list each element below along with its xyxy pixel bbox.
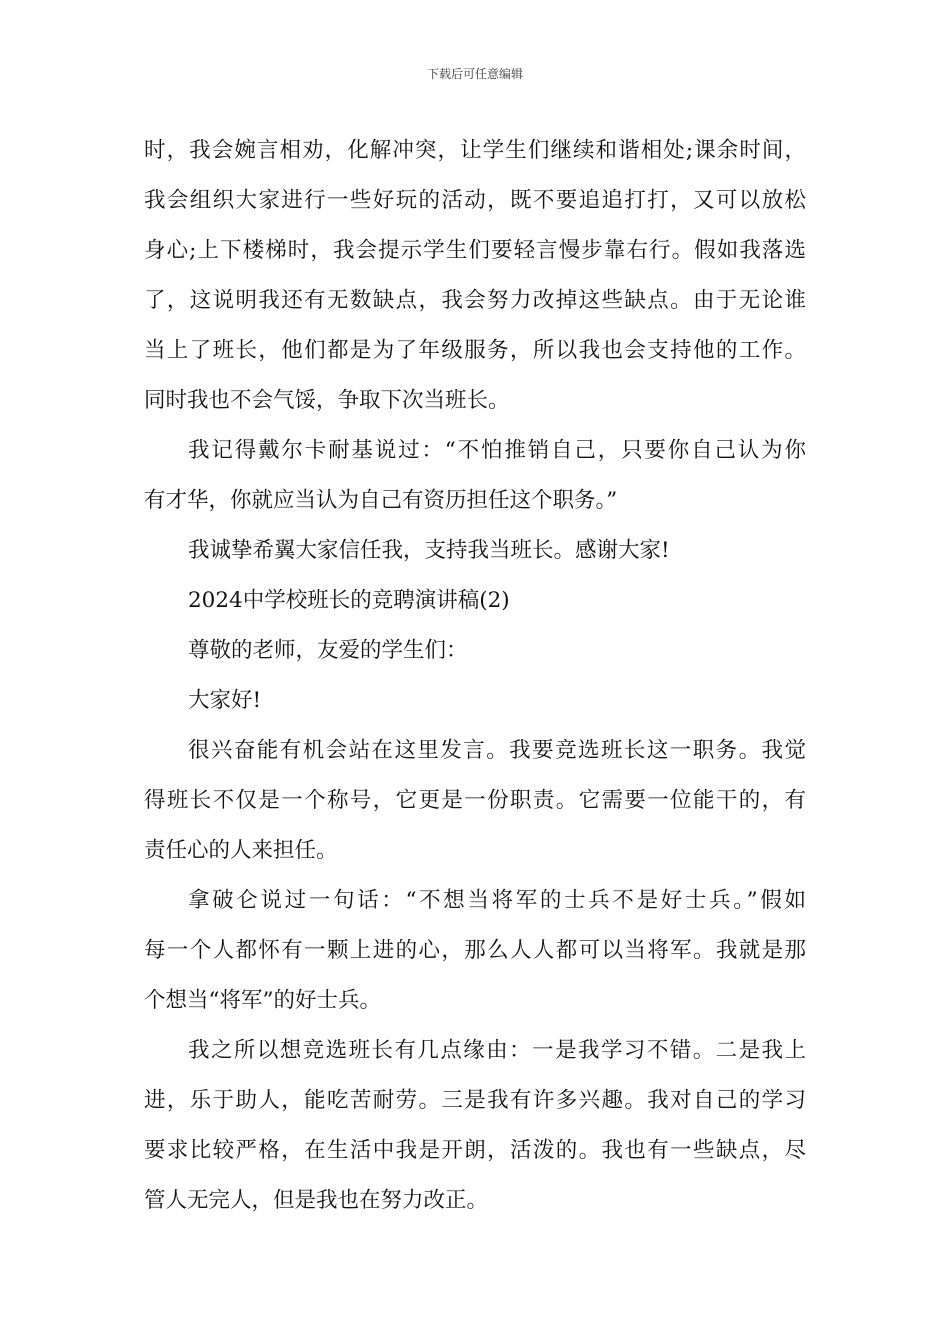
text-line: 拿破仑说过一句话：“不想当将军的士兵不是好士兵。”假如 — [188, 888, 806, 913]
text-line: 大家好! — [188, 688, 262, 713]
text-line: 个想当“将军”的好士兵。 — [144, 988, 381, 1013]
text-line: 得班长不仅是一个称号，它更是一份职责。它需要一位能干的，有 — [144, 788, 806, 813]
text-line: 当上了班长，他们都是为了年级服务，所以我也会支持他的工作。 — [144, 338, 806, 363]
text-line: 同时我也不会气馁，争取下次当班长。 — [144, 388, 510, 413]
text-line: 很兴奋能有机会站在这里发言。我要竞选班长这一职务。我觉 — [188, 738, 806, 763]
text-line: 管人无完人，但是我也在努力改正。 — [144, 1188, 489, 1213]
text-line: 身心;上下楼梯时，我会提示学生们要轻言慢步靠右行。假如我落选 — [144, 238, 806, 263]
text-line: 我记得戴尔卡耐基说过：“不怕推销自己，只要你自己认为你 — [188, 438, 806, 463]
text-line: 每一个人都怀有一颗上进的心，那么人人都可以当将军。我就是那 — [144, 938, 806, 963]
text-line: 尊敬的老师，友爱的学生们： — [188, 638, 468, 663]
text-line: 我之所以想竞选班长有几点缘由：一是我学习不错。二是我上 — [188, 1038, 806, 1063]
text-line: 时，我会婉言相劝，化解冲突，让学生们继续和谐相处;课余时间， — [144, 138, 806, 163]
page-header-note: 下载后可任意编辑 — [426, 67, 523, 81]
text-line: 了，这说明我还有无数缺点，我会努力改掉这些缺点。由于无论谁 — [144, 288, 806, 313]
text-line: 进，乐于助人，能吃苦耐劳。三是我有许多兴趣。我对自己的学习 — [144, 1088, 806, 1113]
text-line: 我会组织大家进行一些好玩的活动，既不要追追打打，又可以放松 — [144, 188, 806, 213]
text-line: 有才华，你就应当认为自己有资历担任这个职务。” — [144, 488, 618, 513]
document-body — [144, 126, 806, 1226]
text-line: 我诚挚希翼大家信任我，支持我当班长。感谢大家! — [188, 538, 670, 563]
text-line: 要求比较严格，在生活中我是开朗，活泼的。我也有一些缺点，尽 — [144, 1138, 806, 1163]
text-line: 责任心的人来担任。 — [144, 838, 338, 863]
text-line: 2024中学校班长的竞聘演讲稿(2) — [188, 588, 510, 613]
